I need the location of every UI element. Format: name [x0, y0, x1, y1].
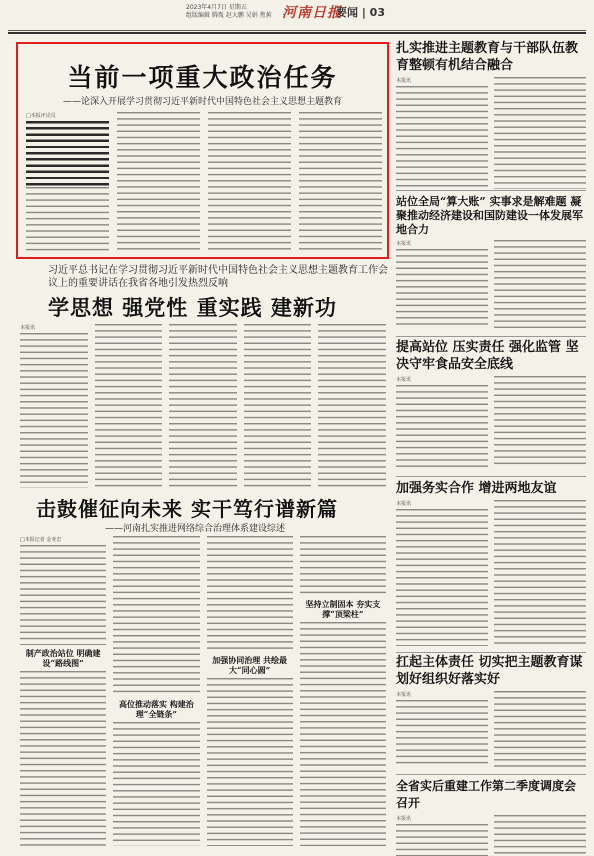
right-column-text	[396, 500, 488, 646]
lead-byline: □本报评论员	[26, 113, 56, 119]
right-article[interactable]	[396, 195, 586, 335]
right-column-text	[494, 376, 586, 468]
third-subhead: 加强协同治理 共绘最大“同心圆”	[212, 655, 288, 675]
newspaper-logo: 河南日报	[282, 5, 342, 21]
right-text	[396, 385, 488, 468]
third-column	[207, 536, 293, 846]
masthead-meta	[186, 4, 272, 20]
masthead	[0, 0, 594, 36]
lead-intro-text	[26, 121, 109, 187]
third-column	[300, 536, 386, 846]
third-text	[113, 722, 199, 846]
lead-subtitle: ——论深入开展学习贯彻习近平新时代中国特色社会主义思想主题教育	[62, 97, 342, 107]
divider	[396, 652, 586, 653]
lead-column	[117, 112, 200, 254]
right-article-title: 站位全局“算大账” 实事求是解难题 凝聚推动经济建设和国防建设一体发展军地合力	[396, 195, 583, 236]
right-column-text	[494, 815, 586, 856]
third-byline: □本报记者 金亚忠	[20, 537, 62, 543]
second-article-deck: 习近平总书记在学习贯彻习近平新时代中国特色社会主义思想主题教育工作会议上的重要讲话在我省各地引发热烈反响	[48, 265, 388, 289]
right-article[interactable]	[396, 654, 586, 774]
right-text	[396, 249, 488, 328]
right-article[interactable]	[396, 480, 586, 650]
second-column	[169, 324, 237, 488]
right-article-body	[396, 240, 586, 328]
right-article[interactable]	[396, 339, 586, 474]
right-column-text	[494, 240, 586, 328]
second-column	[95, 324, 163, 488]
third-text	[207, 536, 293, 652]
third-subhead: 坚持立制固本 夯实支撑“顶梁柱”	[305, 599, 381, 619]
divider	[396, 774, 586, 775]
third-subhead: 制产政治站位 明确建设“路线图”	[25, 648, 101, 668]
right-text	[396, 824, 488, 856]
right-article-body	[396, 376, 586, 468]
right-article[interactable]	[396, 40, 586, 190]
right-byline: 本报讯	[396, 241, 412, 247]
lead-column	[299, 112, 382, 254]
right-article-body	[396, 815, 586, 856]
masthead-rule-bold	[8, 32, 586, 34]
right-article-title: 全省实后重建工作第二季度调度会召开	[396, 779, 577, 810]
right-article-title: 扛起主体责任 切实把主题教育谋划好组织好落实好	[396, 655, 583, 687]
third-text	[113, 536, 199, 696]
lead-body	[26, 112, 382, 254]
lead-column	[26, 112, 109, 254]
masthead-date: 2023年4月7日 星期五	[186, 4, 247, 11]
right-text	[396, 509, 488, 646]
right-text	[396, 86, 488, 189]
third-article-subtitle: ——河南扎实推进网络综合治理体系建设综述	[104, 524, 285, 534]
third-column	[20, 536, 106, 846]
second-article-title[interactable]: 学思想 强党性 重实践 建新功	[48, 295, 337, 320]
lead-text	[26, 187, 109, 254]
masthead-rule	[8, 30, 586, 31]
lead-column	[208, 112, 291, 254]
right-column-text	[494, 691, 586, 767]
right-article-body	[396, 500, 586, 646]
second-text	[20, 333, 88, 488]
third-subhead: 高位推动落实 构建治理“全链条”	[118, 699, 194, 719]
right-byline: 本报讯	[396, 692, 412, 698]
third-text	[20, 671, 106, 846]
right-column-text	[494, 77, 586, 189]
third-column	[113, 536, 199, 846]
second-column	[20, 324, 88, 488]
third-article-body	[20, 536, 386, 846]
divider	[396, 190, 586, 191]
right-byline: 本报讯	[396, 816, 412, 822]
second-column	[244, 324, 312, 488]
right-text	[396, 700, 488, 767]
lead-title: 当前一项重大政治任务	[67, 63, 338, 92]
third-text	[207, 678, 293, 846]
masthead-editors: 组版编辑 腾胤 赵大鹏 吴娟 焦蕉	[186, 12, 272, 19]
right-column-text	[396, 691, 488, 767]
right-article-body	[396, 77, 586, 189]
lead-article[interactable]	[16, 42, 389, 259]
third-article-title[interactable]: 击鼓催征向未来 实干笃行谱新篇	[36, 497, 338, 521]
right-column-text	[494, 500, 586, 646]
right-article-title: 扎实推进主题教育与干部队伍教育整顿有机结合融合	[396, 41, 579, 73]
second-article-body	[20, 324, 386, 488]
section-label: 要闻 | 03	[336, 6, 385, 19]
right-article-body	[396, 691, 586, 767]
right-article-title: 加强务实合作 增进两地友谊	[396, 481, 557, 496]
right-article[interactable]	[396, 778, 586, 854]
right-column-text	[396, 815, 488, 856]
right-column-text	[396, 77, 488, 189]
third-text	[20, 545, 106, 645]
third-text	[300, 622, 386, 846]
right-column-text	[396, 240, 488, 328]
third-text	[300, 536, 386, 596]
right-column-text	[396, 376, 488, 468]
second-column	[318, 324, 386, 488]
right-byline: 本报讯	[396, 78, 412, 84]
right-article-title: 提高站位 压实责任 强化监管 坚决守牢食品安全底线	[396, 340, 579, 372]
divider	[396, 476, 586, 477]
second-byline: 本报讯	[20, 325, 36, 331]
right-byline: 本报讯	[396, 377, 412, 383]
divider	[396, 336, 586, 337]
right-byline: 本报讯	[396, 501, 412, 507]
